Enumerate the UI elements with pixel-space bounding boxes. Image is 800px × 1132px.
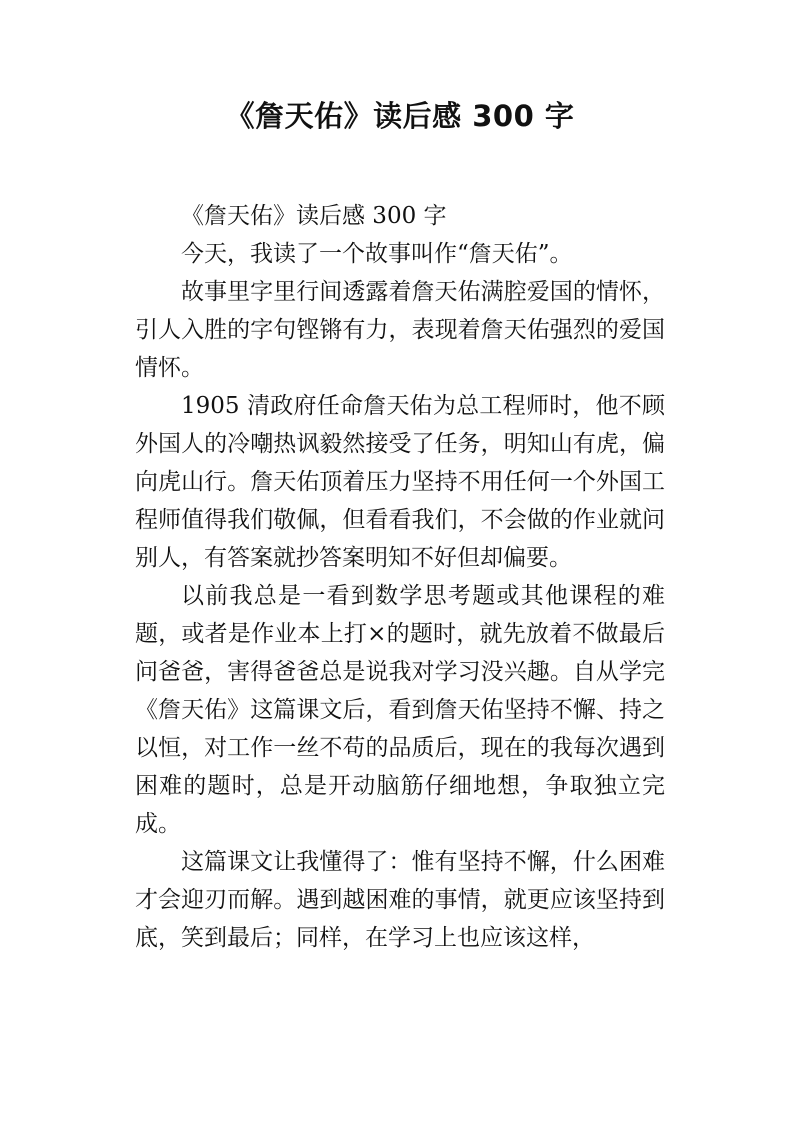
- paragraph-subtitle: 《詹天佑》读后感 300 字: [181, 203, 447, 229]
- paragraph: 今天，我读了一个故事叫作“詹天佑”。: [181, 241, 573, 267]
- paragraph: 这篇课文让我懂得了：惟有坚持不懈，什么困难才会迎刃而解。遇到越困难的事情，就更应该坚持到底，笑到最后；同样，在学习上也应该这样，: [135, 849, 665, 951]
- paragraph: 1905 清政府任命詹天佑为总工程师时，他不顾外国人的冷嘲热讽毅然接受了任务，明知山有虎，偏向虎山行。詹天佑顶着压力坚持不用任何一个外国工程师值得我们敬佩，但看看我们，不会做的作业就问别人，有答案就抄答案明知不好但却偏要。: [135, 393, 665, 571]
- page-title: 《詹天佑》读后感 300 字: [225, 99, 575, 133]
- paragraph: 故事里字里行间透露着詹天佑满腔爱国的情怀，引人入胜的字句铿锵有力，表现着詹天佑强烈的爱国情怀。: [135, 279, 665, 381]
- document-body: [135, 197, 665, 957]
- paragraph: 以前我总是一看到数学思考题或其他课程的难题，或者是作业本上打×的题时，就先放着不做最后问爸爸，害得爸爸总是说我对学习没兴趣。自从学完《詹天佑》这篇课文后，看到詹天佑坚持不懈、持之以恒，对工作一丝不苟的品质后，现在的我每次遇到困难的题时，总是开动脑筋仔细地想，争取独立完成。: [135, 583, 665, 837]
